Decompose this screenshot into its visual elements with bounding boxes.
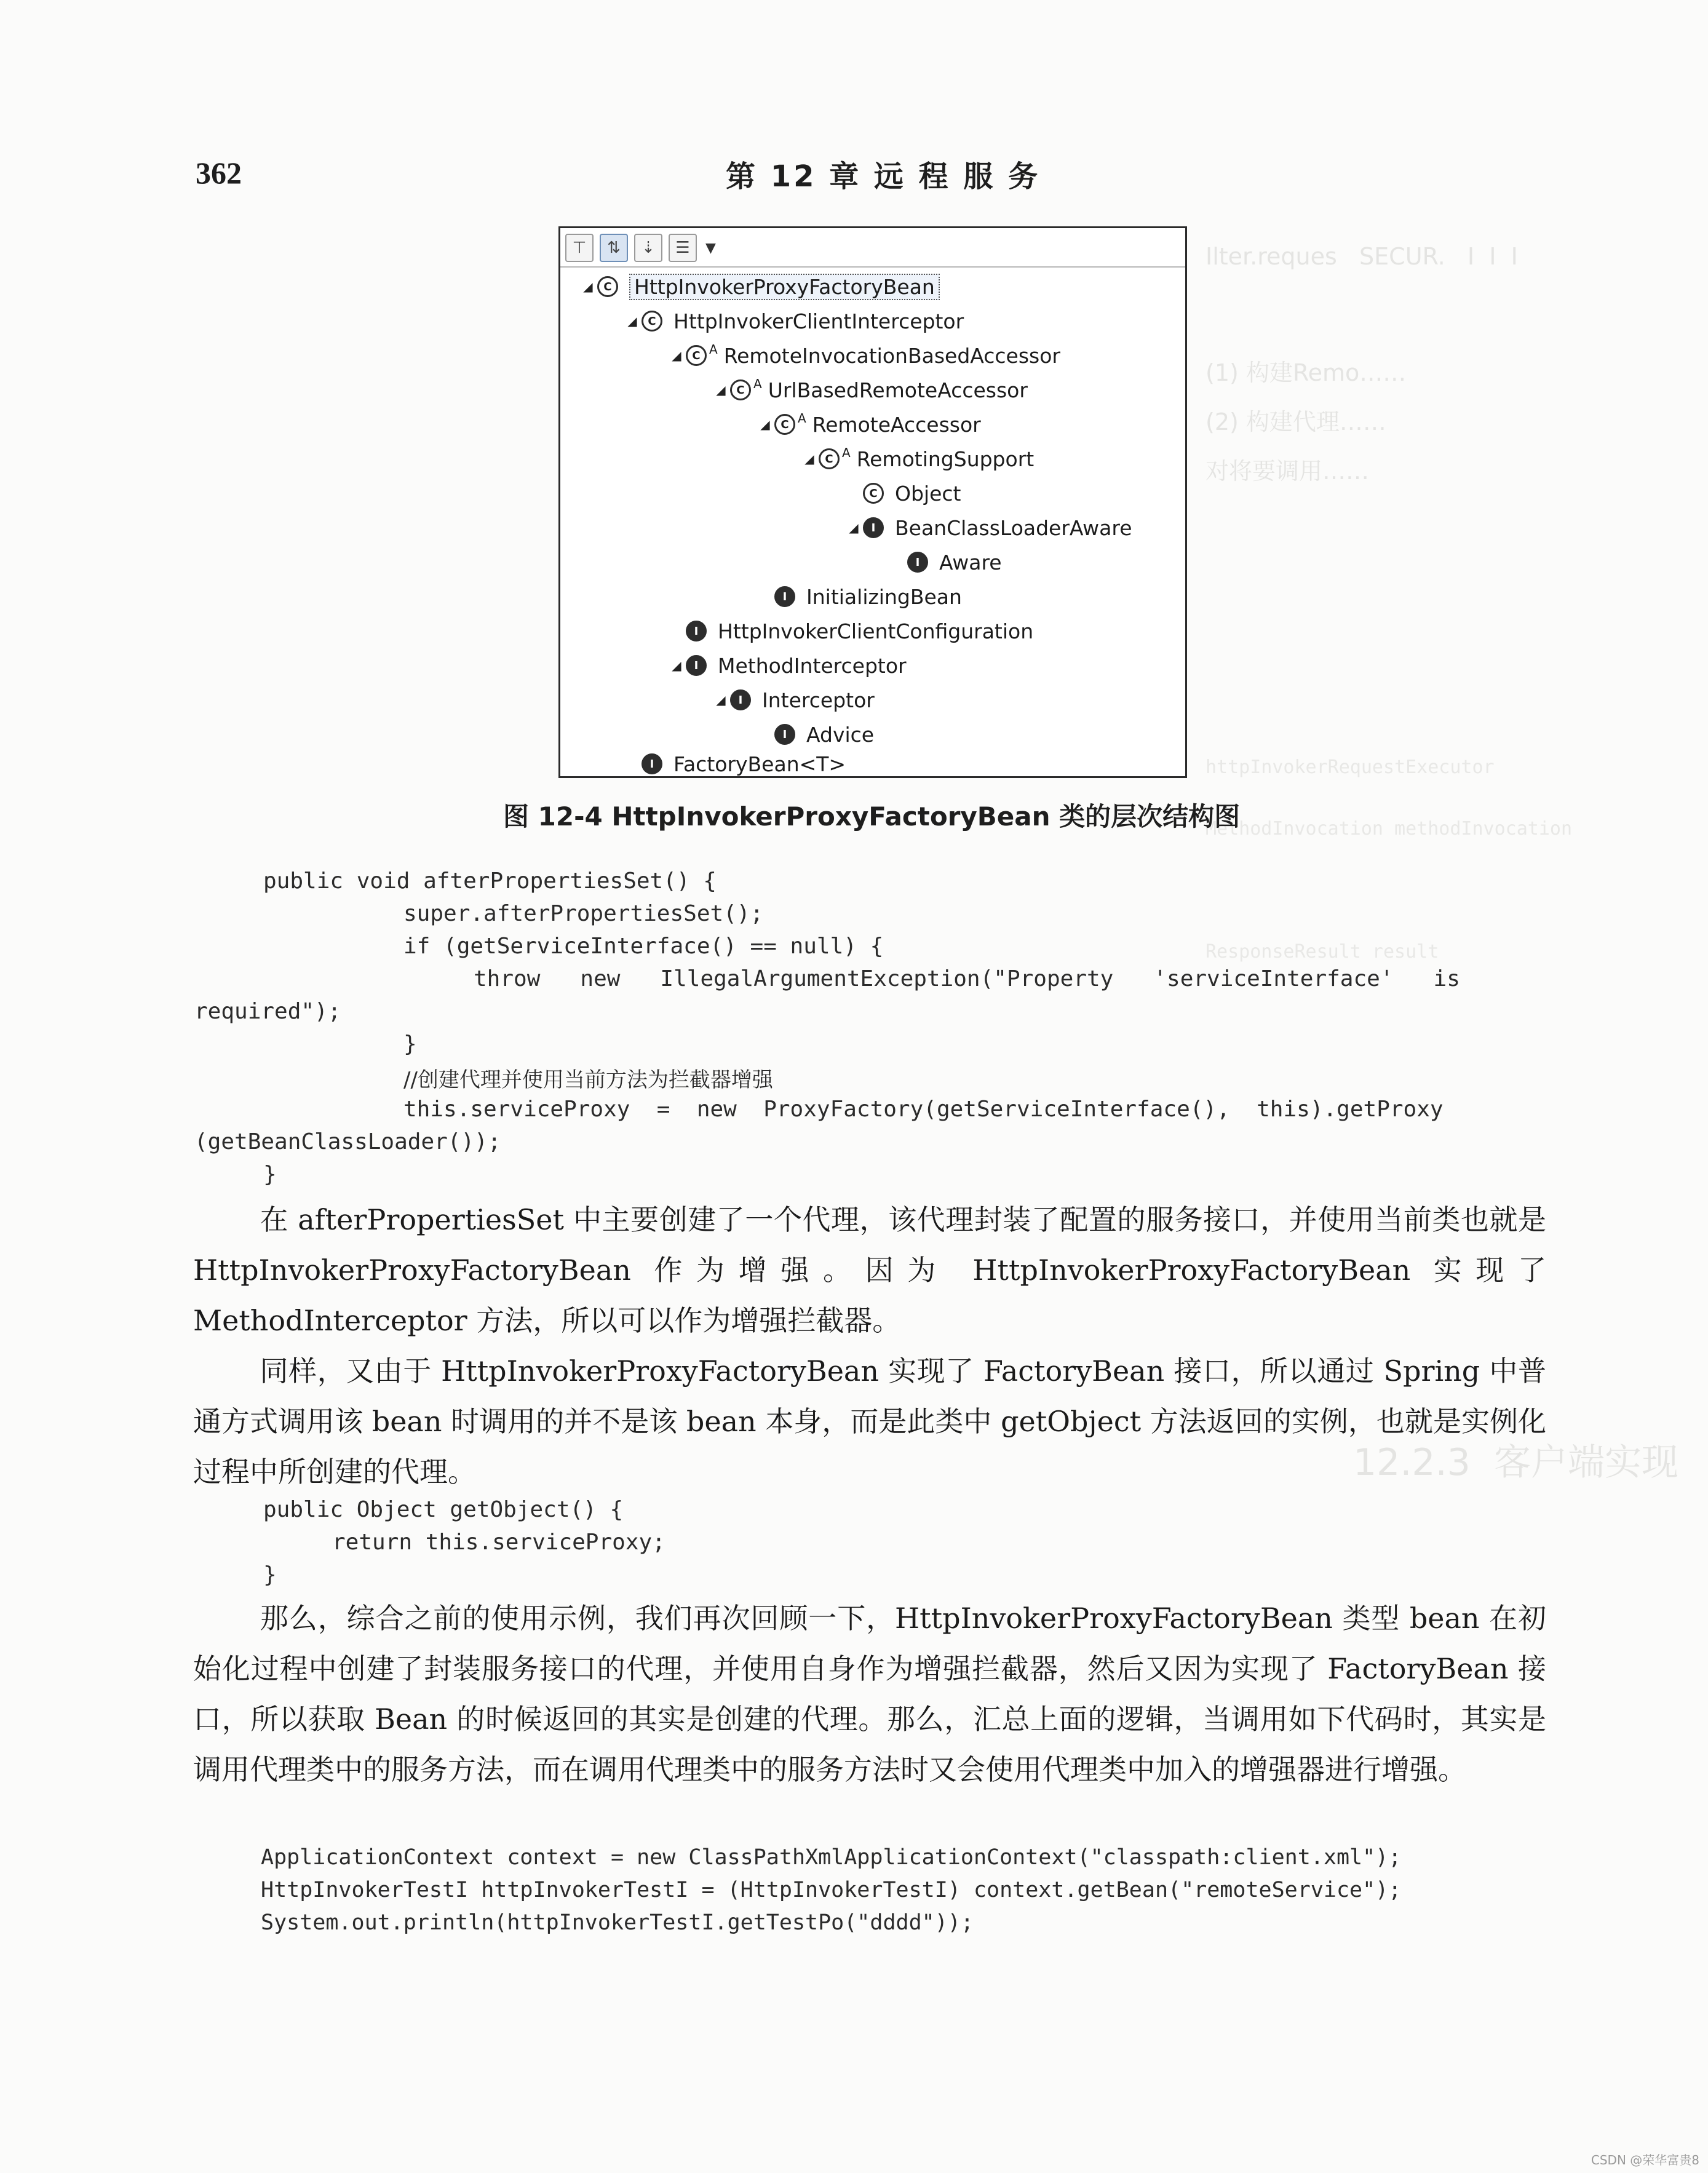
code-line: if (getServiceInterface() == null) { bbox=[403, 934, 884, 959]
tree-item[interactable] bbox=[889, 547, 1002, 578]
code-line: } bbox=[263, 1562, 277, 1587]
tree-item-label: UrlBasedRemoteAccessor bbox=[768, 378, 1028, 402]
tree-item-label: HttpInvokerClientInterceptor bbox=[673, 309, 964, 333]
code-line: HttpInvokerTestI httpInvokerTestI = (HttpInvokerTestI) context.getBean("remoteService"); bbox=[261, 1878, 1402, 1902]
abstract-class-icon: C bbox=[819, 448, 840, 469]
paragraph-text: 在 afterPropertiesSet 中主要创建了一个代理，该代理封装了配置的服务接口，并使用当前类也就是 HttpInvokerProxyFactoryBean 作为增强。因为 HttpInvokerProxyFactoryBean 实现了 MethodInterceptor 方法，所以可以作为增强拦截器。 bbox=[193, 1203, 1546, 1337]
tree-item[interactable] bbox=[756, 581, 962, 612]
tree-item[interactable] bbox=[844, 512, 1132, 543]
class-icon: C bbox=[863, 483, 884, 504]
tree-item[interactable]: ◢ C A RemotingSupport bbox=[800, 443, 1034, 474]
bleed-through-text: 12.2.3 客户端实现 bbox=[1353, 1441, 1678, 1484]
body-paragraph bbox=[193, 1346, 1546, 1497]
interface-icon: I bbox=[730, 689, 751, 710]
tree-item-label: Interceptor bbox=[762, 688, 875, 712]
tree-item[interactable] bbox=[623, 306, 964, 336]
bleed-through-text: MethodInvocation methodInvocation bbox=[1206, 818, 1573, 840]
tree-item-label: RemoteInvocationBasedAccessor bbox=[723, 343, 1060, 368]
interface-icon: I bbox=[774, 724, 795, 745]
interface-icon: I bbox=[863, 517, 884, 538]
tree-item[interactable]: ◢ C A RemoteInvocationBasedAccessor bbox=[667, 340, 1060, 371]
toolbar-divider bbox=[560, 266, 1185, 268]
chapter-title: 第 12 章 远 程 服 务 bbox=[726, 159, 1041, 194]
code-line: public Object getObject() { bbox=[263, 1497, 624, 1522]
expand-arrow-icon[interactable]: ◢ bbox=[716, 383, 726, 397]
tree-item[interactable]: ◢ C A UrlBasedRemoteAccessor bbox=[712, 375, 1028, 405]
expand-arrow-icon[interactable]: ◢ bbox=[849, 520, 859, 535]
tree-item-label: BeanClassLoaderAware bbox=[895, 515, 1132, 540]
tree-item-label: Object bbox=[895, 481, 961, 506]
code-line: return this.serviceProxy; bbox=[332, 1530, 665, 1555]
type-hierarchy-view bbox=[558, 226, 1187, 778]
tree-item[interactable]: ◢ C A RemoteAccessor bbox=[756, 409, 981, 440]
tree-item-label: Aware bbox=[939, 550, 1002, 574]
type-hierarchy-icon[interactable]: ⊤ bbox=[565, 234, 594, 262]
tree-item-label: FactoryBean<T> bbox=[673, 752, 846, 776]
code-comment: //创建代理并使用当前方法为拦截器增强 bbox=[403, 1068, 773, 1092]
expand-arrow-icon[interactable]: ◢ bbox=[760, 417, 770, 432]
abstract-class-icon: C bbox=[774, 414, 795, 435]
bleed-through-text: Ilter.reques SECUR. I I I bbox=[1206, 243, 1518, 270]
interface-icon: I bbox=[686, 621, 707, 642]
tree-item-label: MethodInterceptor bbox=[718, 653, 907, 678]
expand-arrow-icon[interactable]: ◢ bbox=[672, 348, 681, 363]
tree-item[interactable] bbox=[579, 271, 940, 302]
view-menu-icon[interactable]: ▼ bbox=[705, 240, 716, 256]
class-icon: C bbox=[597, 276, 618, 297]
bleed-through-text: (1) 构建Remo…… bbox=[1206, 359, 1407, 386]
bleed-through-text: (2) 构建代理…… bbox=[1206, 408, 1386, 435]
abstract-class-icon: C bbox=[730, 379, 751, 400]
interface-icon: I bbox=[774, 586, 795, 607]
expand-arrow-icon[interactable]: ◢ bbox=[672, 658, 681, 673]
expand-arrow-icon[interactable]: ◢ bbox=[627, 314, 637, 328]
tree-item-label: RemotingSupport bbox=[856, 447, 1035, 471]
class-icon: C bbox=[641, 311, 662, 332]
code-line: required"); bbox=[194, 999, 341, 1024]
code-line: public void afterPropertiesSet() { bbox=[263, 868, 717, 894]
tree-item[interactable] bbox=[667, 650, 907, 681]
interface-icon: I bbox=[907, 552, 928, 573]
tree-item-label: HttpInvokerClientConfiguration bbox=[718, 619, 1034, 643]
code-line: this.serviceProxy = new ProxyFactory(getServiceInterface(), this).getProxy bbox=[403, 1097, 1444, 1122]
expand-arrow-icon[interactable]: ◢ bbox=[716, 693, 726, 707]
code-line: ApplicationContext context = new ClassPathXmlApplicationContext("classpath:client.xml"); bbox=[261, 1845, 1402, 1870]
code-line: } bbox=[403, 1031, 417, 1057]
bleed-through-text: 对将要调用…… bbox=[1206, 458, 1370, 485]
bleed-through-text: ResponseResult result bbox=[1206, 941, 1439, 963]
watermark: CSDN @荣华富贵8 bbox=[1591, 2153, 1699, 2167]
code-line: (getBeanClassLoader()); bbox=[194, 1129, 501, 1154]
tree-item[interactable] bbox=[756, 719, 874, 750]
expand-arrow-icon[interactable]: ◢ bbox=[583, 279, 593, 294]
tree-item-label: RemoteAccessor bbox=[812, 412, 981, 437]
tree-item[interactable] bbox=[623, 749, 846, 779]
tree-item-label: Advice bbox=[806, 722, 875, 747]
body-paragraph bbox=[193, 1194, 1546, 1346]
expand-arrow-icon[interactable]: ◢ bbox=[804, 451, 814, 466]
subtype-hierarchy-icon[interactable]: ⇣ bbox=[634, 234, 662, 262]
code-line: throw new IllegalArgumentException("Property 'serviceInterface' is bbox=[474, 966, 1460, 991]
interface-icon: I bbox=[641, 753, 662, 774]
hierarchy-toolbar bbox=[565, 232, 716, 264]
code-line: System.out.println(httpInvokerTestI.getTestPo("dddd")); bbox=[261, 1910, 974, 1935]
code-line: super.afterPropertiesSet(); bbox=[403, 901, 764, 926]
bleed-through-text: httpInvokerRequestExecutor bbox=[1206, 757, 1495, 778]
page-number: 362 bbox=[196, 156, 242, 190]
paragraph-text: 同样，又由于 HttpInvokerProxyFactoryBean 实现了 FactoryBean 接口，所以通过 Spring 中普通方式调用该 bean 时调用的并不是该 bean 本身，而是此类中 getObject 方法返回的实例，也就是实例化过程中所创建的代理。 bbox=[193, 1354, 1546, 1488]
supertype-hierarchy-icon[interactable]: ⇅ bbox=[600, 234, 628, 262]
tree-item[interactable] bbox=[844, 478, 961, 509]
abstract-class-icon: C bbox=[686, 345, 707, 366]
figure-caption: 图 12-4 HttpInvokerProxyFactoryBean 类的层次结构图 bbox=[503, 801, 1241, 832]
interface-icon: I bbox=[686, 655, 707, 676]
tree-item[interactable] bbox=[712, 685, 875, 715]
tree-item-label: InitializingBean bbox=[806, 584, 962, 609]
tree-item[interactable] bbox=[667, 616, 1033, 646]
tree-item-label: HttpInvokerProxyFactoryBean bbox=[629, 274, 940, 300]
paragraph-text: 那么，综合之前的使用示例，我们再次回顾一下，HttpInvokerProxyFactoryBean 类型 bean 在初始化过程中创建了封装服务接口的代理，并使用自身作为增强拦截器，然后又因为实现了 FactoryBean 接口，所以获取 Bean 的时候返回的其实是创建的代理。那么，汇总上面的逻辑，当调用如下代码时，其实是调用代理类中的服务方法，而在调用代理类中的服务方法时又会使用代理类中加入的增强器进行增强。 bbox=[193, 1602, 1546, 1786]
body-paragraph bbox=[193, 1593, 1546, 1795]
code-line: } bbox=[263, 1162, 277, 1187]
history-icon[interactable]: ☰ bbox=[669, 234, 697, 262]
